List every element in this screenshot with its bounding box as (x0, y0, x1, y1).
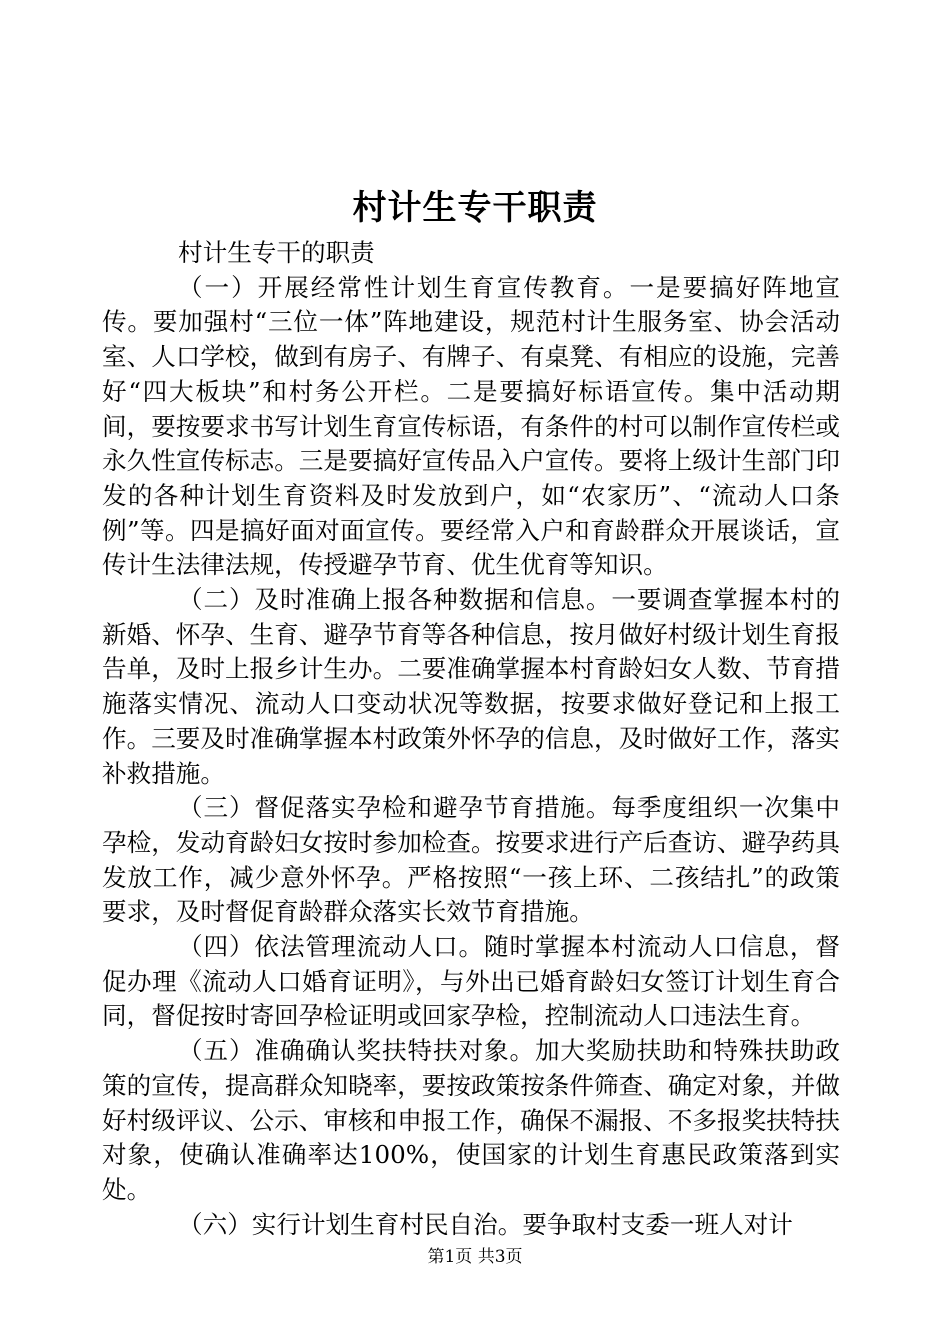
paragraph-5: （五）准确确认奖扶特扶对象。加大奖励扶助和特殊扶助政策的宣传，提高群众知晓率，要按政策按条件筛查、确定对象，并做好村级评议、公示、审核和申报工作，确保不漏报、不多报奖扶特扶对象，使确认准确率达100%，使国家的计划生育惠民政策落到实处。 (102, 1036, 840, 1204)
document-subtitle: 村计生专干的职责 (178, 238, 375, 267)
paragraph-4: （四）依法管理流动人口。随时掌握本村流动人口信息，督促办理《流动人口婚育证明》，与外出已婚育龄妇女签订计划生育合同，督促按时寄回孕检证明或回家孕检，控制流动人口违法生育。 (102, 932, 840, 1031)
paragraph-2: （二）及时准确上报各种数据和信息。一要调查掌握本村的新婚、怀孕、生育、避孕节育等各种信息，按月做好村级计划生育报告单，及时上报乡计生办。二要准确掌握本村育龄妇女人数、节育措施落实情况、流动人口变动状况等数据，按要求做好登记和上报工作。三要及时准确掌握本村政策外怀孕的信息，及时做好工作，落实补救措施。 (102, 585, 840, 788)
paragraph-6: （六）实行计划生育村民自治。要争取村支委一班人对计 (178, 1209, 793, 1239)
document-title: 村计生专干职责 (352, 188, 598, 228)
paragraph-3: （三）督促落实孕检和避孕节育措施。每季度组织一次集中孕检，发动育龄妇女按时参加检查。按要求进行产后查访、避孕药具发放工作，减少意外怀孕。严格按照“一孩上环、二孩结扎”的政策要求，及时督促育龄群众落实长效节育措施。 (102, 793, 840, 927)
paragraph-1: （一）开展经常性计划生育宣传教育。一是要搞好阵地宣传。要加强村“三位一体”阵地建设，规范村计生服务室、协会活动室、人口学校，做到有房子、有牌子、有桌凳、有相应的设施，完善好“四大板块”和村务公开栏。二是要搞好标语宣传。集中活动期间，要按要求书写计划生育宣传标语，有条件的村可以制作宣传栏或永久性宣传标志。三是要搞好宣传品入户宣传。要将上级计生部门印发的各种计划生育资料及时发放到户，如“农家历”、“流动人口条例”等。四是搞好面对面宣传。要经常入户和育龄群众开展谈话，宣传计生法律法规，传授避孕节育、优生优育等知识。 (102, 272, 840, 580)
document-body (102, 236, 840, 1242)
page-footer: 第1页 共3页 (427, 1247, 523, 1267)
